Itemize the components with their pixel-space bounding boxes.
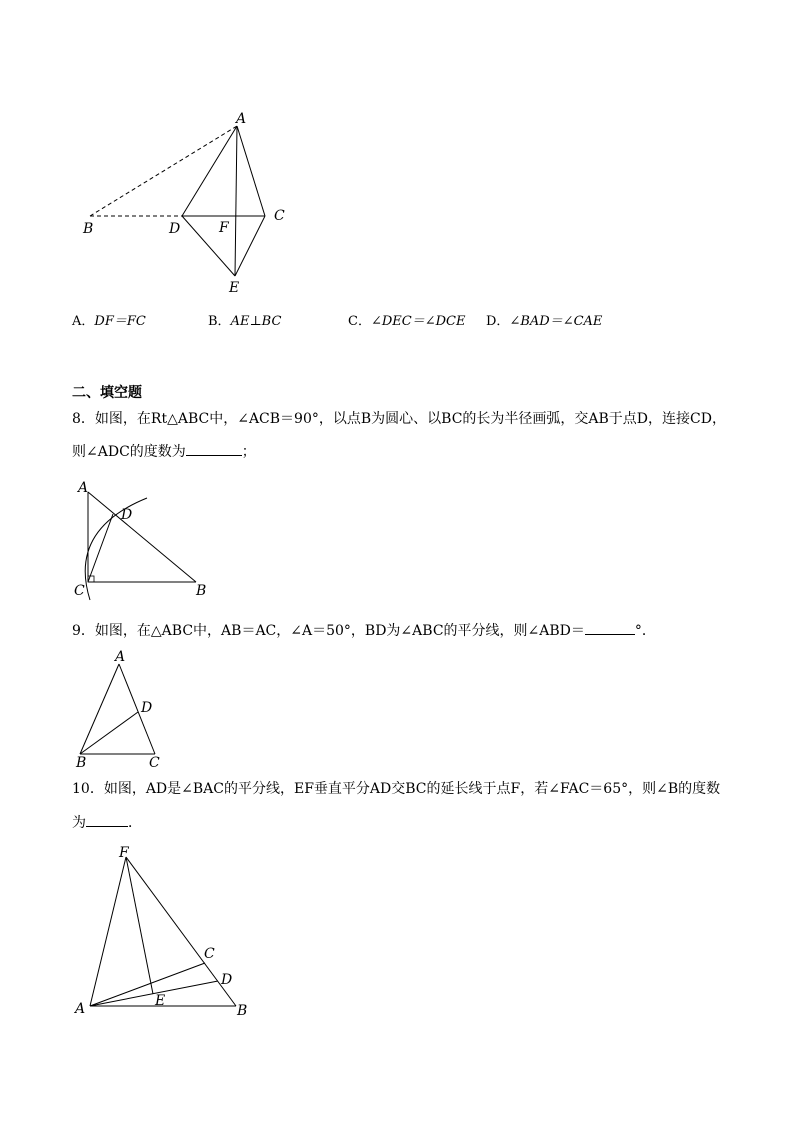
segment-FE — [126, 857, 153, 994]
q9-text-b: °． — [634, 623, 656, 639]
q10-text-line1: 10．如图，AD是∠BAC的平分线，EF垂直平分AD交BC的延长线于点F，若∠FAC＝65°，则∠B的度数 — [72, 781, 721, 797]
segment-AD — [90, 981, 218, 1006]
option-b — [208, 312, 281, 332]
segment-AC — [90, 963, 205, 1006]
option-a — [72, 312, 146, 332]
section-title: 二、填空题 — [72, 385, 142, 401]
q8-text-line2a: 则∠ADC的度数为 — [72, 444, 186, 460]
label-B: B — [196, 583, 207, 599]
option-d-text: ∠BAD＝∠CAE — [509, 314, 603, 329]
label-A: A — [78, 480, 89, 496]
q8-text-line2 — [72, 441, 256, 462]
answer-blank-q8[interactable] — [186, 441, 242, 456]
label-C: C — [74, 583, 85, 599]
option-a-text: DF＝FC — [94, 314, 146, 329]
option-c-letter: C． — [348, 314, 371, 329]
label-D: D — [141, 700, 153, 716]
label-C: C — [149, 755, 160, 771]
option-d-letter: D． — [486, 314, 510, 329]
label-D: D — [221, 972, 233, 988]
label-A: A — [236, 111, 247, 127]
label-F: F — [119, 845, 129, 861]
option-b-letter: B． — [208, 314, 231, 329]
segment-CD — [88, 514, 113, 582]
segment-AB — [80, 664, 119, 754]
label-F: F — [219, 220, 229, 236]
arc-centered-B — [85, 498, 147, 600]
label-C: C — [204, 946, 215, 962]
q9-text-a: 9．如图，在△ABC中，AB＝AC，∠A＝50°，BD为∠ABC的平分线，则∠ABD＝ — [72, 623, 585, 639]
q9-text — [72, 620, 656, 641]
label-B: B — [76, 755, 87, 771]
answer-blank-q9[interactable] — [585, 620, 635, 635]
q8-text-line2b: ； — [241, 444, 256, 460]
label-C: C — [274, 208, 285, 224]
q10-text-line2 — [72, 812, 142, 833]
label-B: B — [237, 1003, 248, 1019]
option-d — [486, 312, 602, 332]
option-c — [348, 312, 465, 332]
label-E: E — [229, 280, 240, 296]
q8-text-line1: 8．如图，在Rt△ABC中，∠ACB＝90°，以点B为圆心、以BC的长为半径画弧，交AB于点D，连接CD， — [72, 411, 726, 427]
label-D: D — [169, 221, 181, 237]
label-B: B — [83, 221, 94, 237]
option-a-letter: A． — [72, 314, 95, 329]
option-c-text: ∠DEC＝∠DCE — [370, 314, 466, 329]
answer-blank-q10[interactable] — [86, 812, 128, 827]
label-E: E — [155, 993, 166, 1009]
label-A: A — [115, 649, 126, 665]
segment-FB — [126, 857, 236, 1006]
option-b-text: AE⊥BC — [230, 314, 282, 329]
label-A: A — [75, 1001, 86, 1017]
segment-AF — [90, 857, 126, 1006]
label-D: D — [121, 507, 133, 523]
q10-text-line2a: 为 — [72, 815, 86, 831]
q10-text-line2b: ． — [128, 815, 142, 831]
